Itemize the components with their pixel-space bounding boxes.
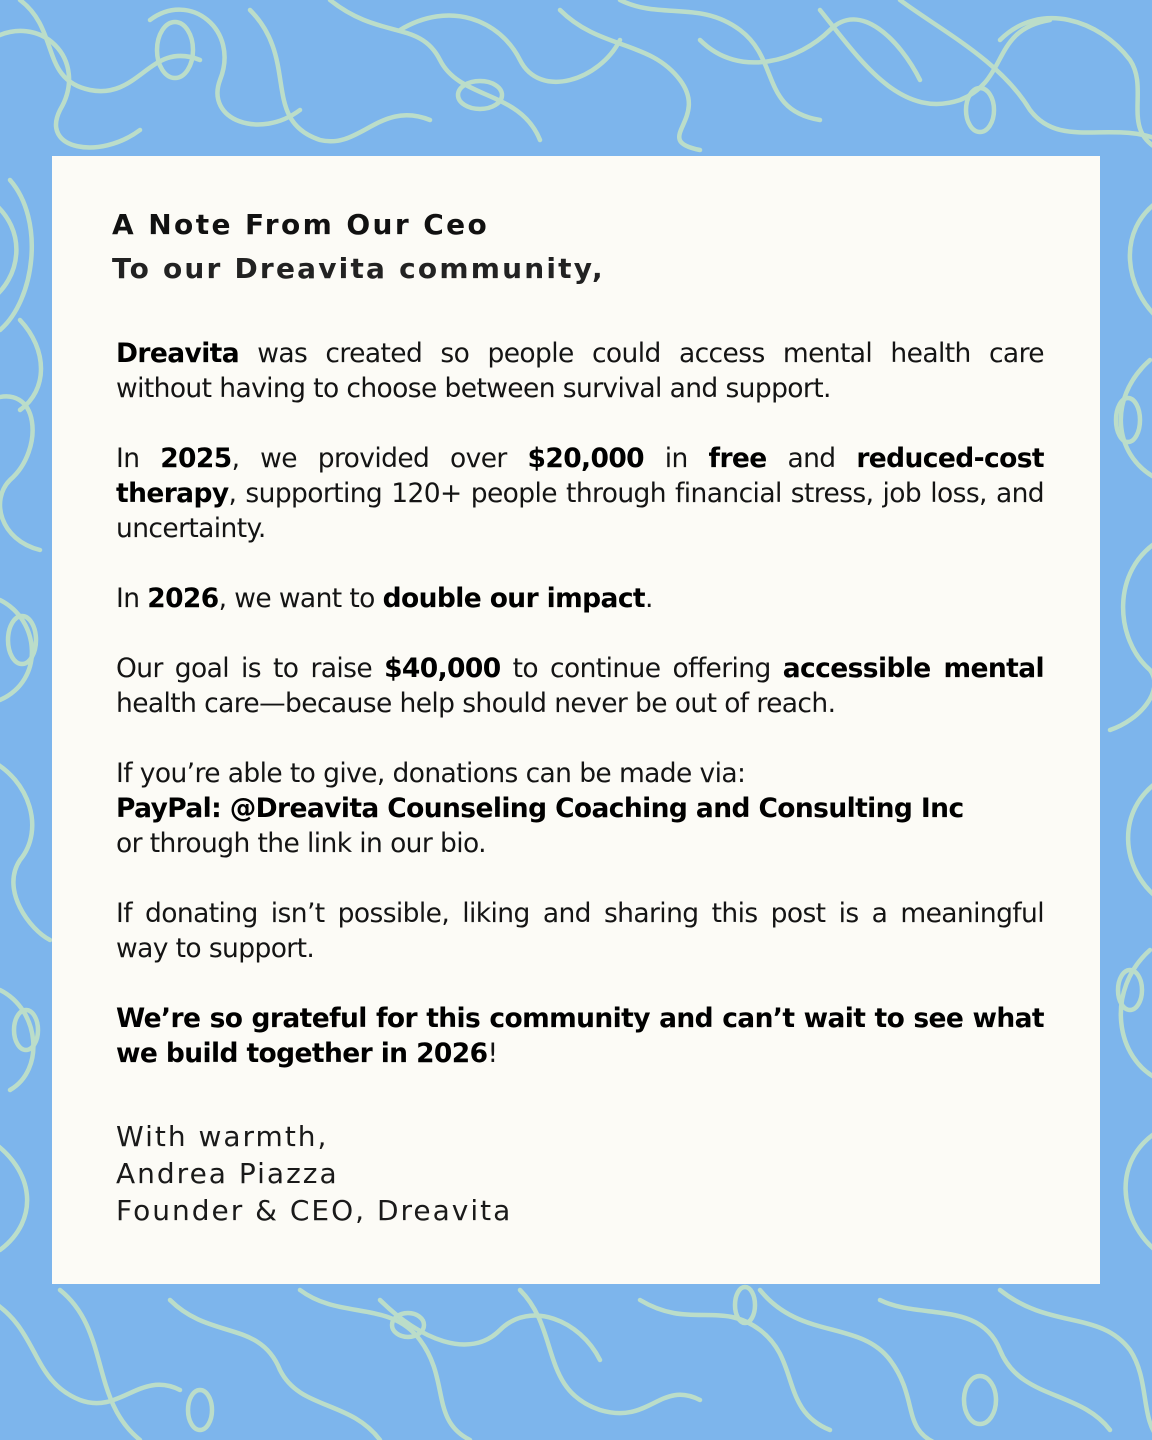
paragraph-fundraising-goal: Our goal is to raise $40,000 to continue offering accessible mental health care—because help should never be out of reach. [116, 653, 1044, 719]
signoff-name: Andrea Piazza [116, 1157, 339, 1190]
note-card [52, 156, 1100, 1284]
year-2026: 2026 [147, 583, 219, 614]
goal-amount: $40,000 [384, 653, 501, 684]
signature-block [116, 1118, 512, 1229]
year-2025: 2025 [160, 443, 232, 474]
signoff-title: Founder & CEO, Dreavita [116, 1194, 513, 1227]
paragraph-2025-impact: In 2025, we provided over $20,000 in free and reduced-cost therapy, supporting 120+ people through financial stress, job loss, and uncertainty. [116, 443, 1044, 544]
paragraph-share: If donating isn’t possible, liking and sharing this post is a meaningful way to support. [116, 898, 1044, 964]
note-heading: A Note From Our Ceo [112, 208, 490, 241]
amount-raised: $20,000 [527, 443, 645, 474]
org-name: Dreavita [116, 338, 240, 369]
paragraph-donation-info: If you’re able to give, donations can be made via: PayPal: @Dreavita Counseling Coaching and Consulting Inc or through the link in our bio. [116, 758, 964, 859]
note-greeting: To our Dreavita community, [112, 252, 605, 285]
paragraph-2026-goal: In 2026, we want to double our impact. [116, 583, 653, 614]
paragraph-gratitude: We’re so grateful for this community and can’t wait to see what we build together in 2026! [116, 1003, 1044, 1069]
paypal-handle: PayPal: @Dreavita Counseling Coaching and Consulting Inc [116, 793, 964, 824]
note-body [116, 336, 1044, 1106]
paragraph-mission: Dreavita was created so people could access mental health care without having to choose between survival and support. [116, 338, 1044, 404]
signoff-closing: With warmth, [116, 1120, 329, 1153]
